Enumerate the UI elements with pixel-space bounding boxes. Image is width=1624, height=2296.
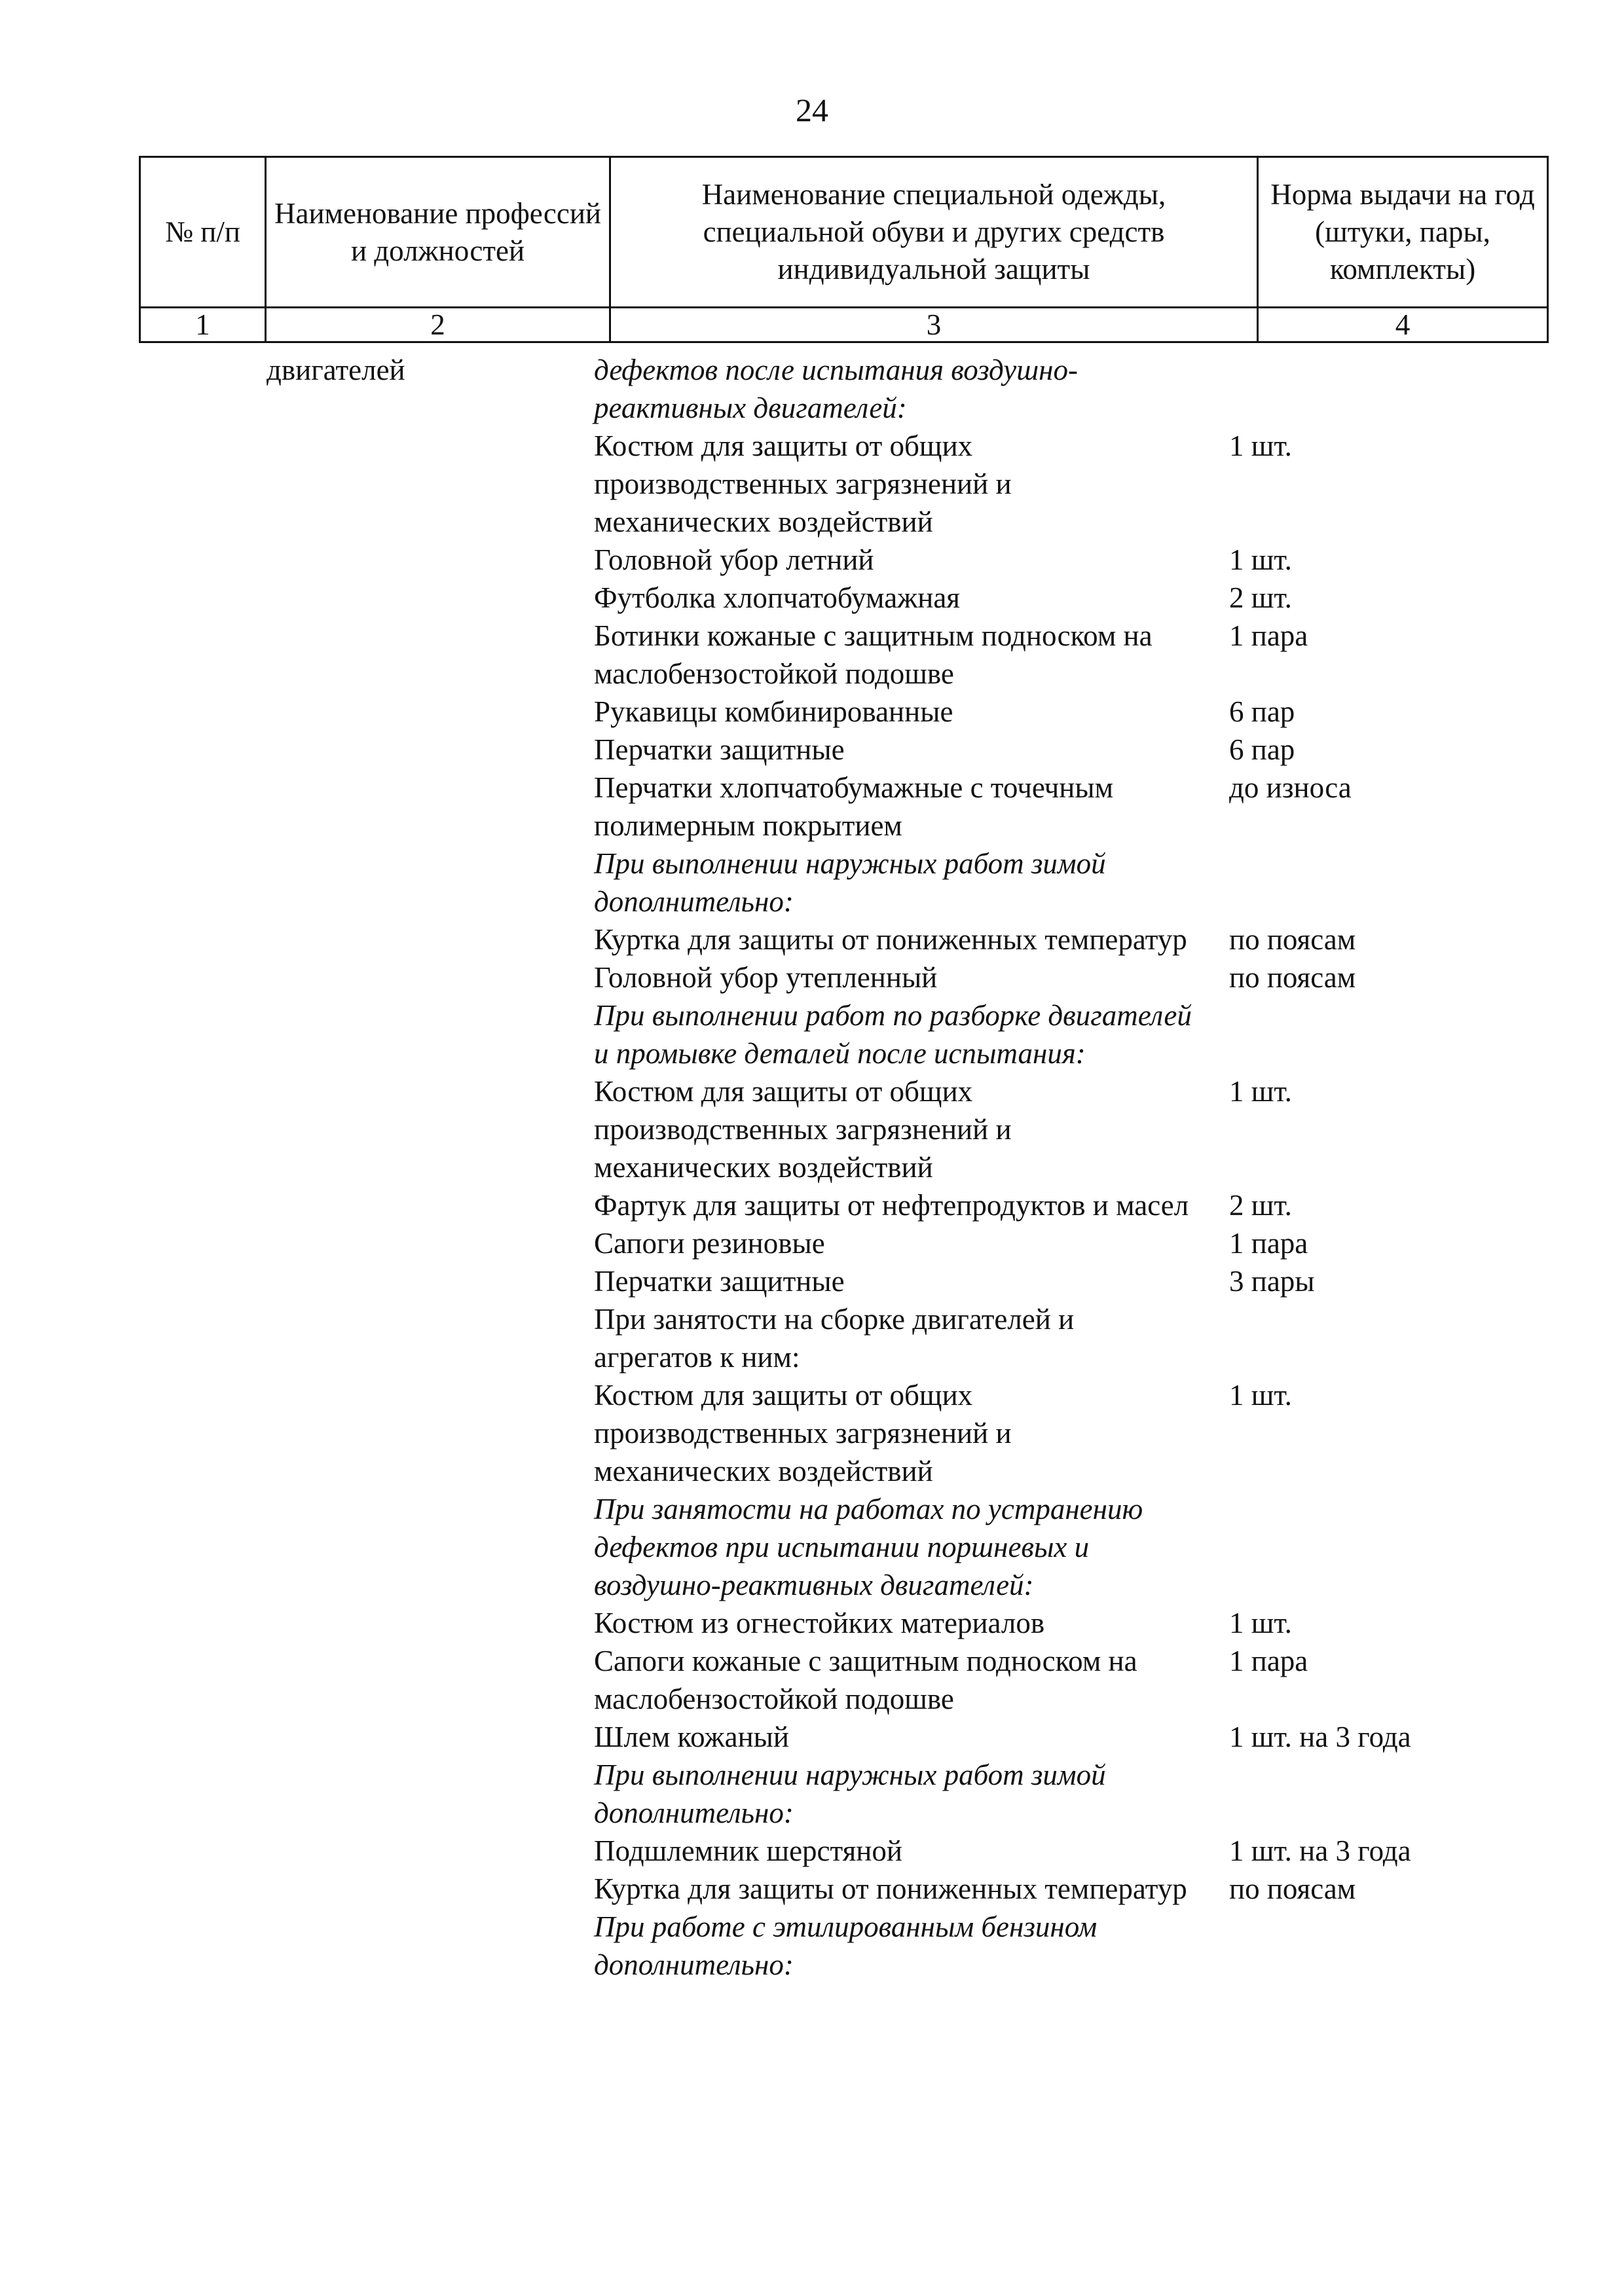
table-row — [0, 920, 1624, 958]
issue-norm: до износа — [1229, 771, 1352, 804]
table-row — [0, 996, 1624, 1072]
page-number: 24 — [796, 92, 828, 128]
equipment-name: Футболка хлопчатобумажная — [594, 581, 961, 614]
equipment-name: Костюм для защиты от общих производственных загрязнений и механических воздействий — [594, 429, 1012, 538]
table-row — [0, 693, 1624, 731]
table-row — [0, 1756, 1624, 1832]
equipment-name: Ботинки кожаные с защитным подноском на маслобензостойкой подошве — [594, 619, 1153, 690]
issue-norm: по поясам — [1229, 1872, 1356, 1905]
table-row — [0, 1224, 1624, 1262]
header-table — [139, 156, 1549, 343]
issue-norm: 3 пары — [1229, 1265, 1315, 1298]
equipment-name: Шлем кожаный — [594, 1721, 789, 1753]
issue-norm — [1229, 1300, 1491, 1376]
profession-continuation: двигателей — [267, 354, 405, 386]
issue-norm: 1 пара — [1229, 1227, 1308, 1260]
equipment-name: Перчатки хлопчатобумажные с точечным полимерным покрытием — [594, 771, 1114, 842]
table-row — [0, 1604, 1624, 1642]
table-row — [0, 1908, 1624, 1984]
equipment-name: Костюм для защиты от общих производственных загрязнений и механических воздействий — [594, 1075, 1012, 1184]
table-row — [0, 1376, 1624, 1490]
column-number: 4 — [1258, 308, 1548, 342]
equipment-name: Костюм для защиты от общих производственных загрязнений и механических воздействий — [594, 1379, 1012, 1487]
equipment-name: Головной убор летний — [594, 543, 874, 576]
table-row — [0, 845, 1624, 920]
issue-norm: 1 шт. — [1229, 1607, 1292, 1639]
issue-norm: по поясам — [1229, 961, 1356, 994]
issue-norm: 1 шт. на 3 года — [1229, 1834, 1411, 1867]
issue-norm: 1 шт. — [1229, 1379, 1292, 1412]
section-note: При занятости на работах по устранению дефектов при испытании поршневых и воздушно-реактивных двигателей: — [594, 1493, 1143, 1601]
table-row — [0, 1642, 1624, 1718]
equipment-name: Куртка для защиты от пониженных температур — [594, 923, 1187, 956]
column-number: 3 — [610, 308, 1258, 342]
table-row — [0, 1186, 1624, 1224]
issue-norm: 1 пара — [1229, 619, 1308, 652]
issue-norm: 1 пара — [1229, 1645, 1308, 1677]
table-row — [0, 541, 1624, 579]
section-note: При выполнении наружных работ зимой дополнительно: — [594, 847, 1106, 918]
equipment-name: Рукавицы комбинированные — [594, 695, 953, 728]
issue-norm — [1229, 1490, 1491, 1604]
table-row — [0, 958, 1624, 996]
column-number-row — [140, 308, 1548, 342]
section-note: дефектов после испытания воздушно-реактивных двигателей: — [594, 354, 1078, 424]
issue-norm — [1229, 351, 1491, 427]
section-note: При выполнении наружных работ зимой дополнительно: — [594, 1758, 1106, 1829]
column-number: 1 — [140, 308, 266, 342]
table-row — [0, 769, 1624, 845]
table-row — [0, 579, 1624, 617]
issue-norm — [1229, 996, 1491, 1072]
table-row — [0, 1072, 1624, 1186]
issue-norm: 1 шт. — [1229, 429, 1292, 462]
equipment-name: Перчатки защитные — [594, 1265, 845, 1298]
issue-norm: 6 пар — [1229, 695, 1295, 728]
column-number: 2 — [266, 308, 610, 342]
equipment-name: Сапоги резиновые — [594, 1227, 825, 1260]
table-row — [0, 351, 1624, 427]
table-row — [0, 1832, 1624, 1870]
equipment-name: Сапоги кожаные с защитным подноском на маслобензостойкой подошве — [594, 1645, 1137, 1715]
issue-norm: 2 шт. — [1229, 581, 1292, 614]
table-row — [0, 1490, 1624, 1604]
equipment-name: Подшлемник шерстяной — [594, 1834, 902, 1867]
table-row — [0, 1262, 1624, 1300]
equipment-list — [0, 351, 1624, 1984]
table-row — [0, 427, 1624, 541]
equipment-name: Костюм из огнестойких материалов — [594, 1607, 1045, 1639]
table-row — [0, 617, 1624, 693]
header-col-profession: Наименование профессий и должностей — [266, 157, 610, 308]
table-row — [0, 1300, 1624, 1376]
issue-norm: 1 шт. — [1229, 1075, 1292, 1108]
equipment-name: При занятости на сборке двигателей и агрегатов к ним: — [594, 1303, 1075, 1374]
issue-norm — [1229, 845, 1491, 920]
issue-norm — [1229, 1756, 1491, 1832]
header-col-equipment: Наименование специальной одежды, специальной обуви и других средств индивидуальной защиты — [610, 157, 1258, 308]
issue-norm — [1229, 1908, 1491, 1984]
issue-norm: 1 шт. на 3 года — [1229, 1721, 1411, 1753]
table-row — [0, 1718, 1624, 1756]
section-note: При выполнении работ по разборке двигателей и промывке деталей после испытания: — [594, 999, 1192, 1070]
table-row — [0, 731, 1624, 769]
issue-norm: 2 шт. — [1229, 1189, 1292, 1222]
issue-norm: по поясам — [1229, 923, 1356, 956]
equipment-name: Головной убор утепленный — [594, 961, 938, 994]
table-row — [0, 1870, 1624, 1908]
header-row — [140, 157, 1548, 308]
header-col-norm: Норма выдачи на год (штуки, пары, комплекты) — [1258, 157, 1548, 308]
header-col-number: № п/п — [140, 157, 266, 308]
equipment-name: Куртка для защиты от пониженных температур — [594, 1872, 1187, 1905]
equipment-name: Фартук для защиты от нефтепродуктов и масел — [594, 1189, 1189, 1222]
section-note: При работе с этилированным бензином дополнительно: — [594, 1910, 1098, 1981]
issue-norm: 1 шт. — [1229, 543, 1292, 576]
equipment-name: Перчатки защитные — [594, 733, 845, 766]
issue-norm: 6 пар — [1229, 733, 1295, 766]
